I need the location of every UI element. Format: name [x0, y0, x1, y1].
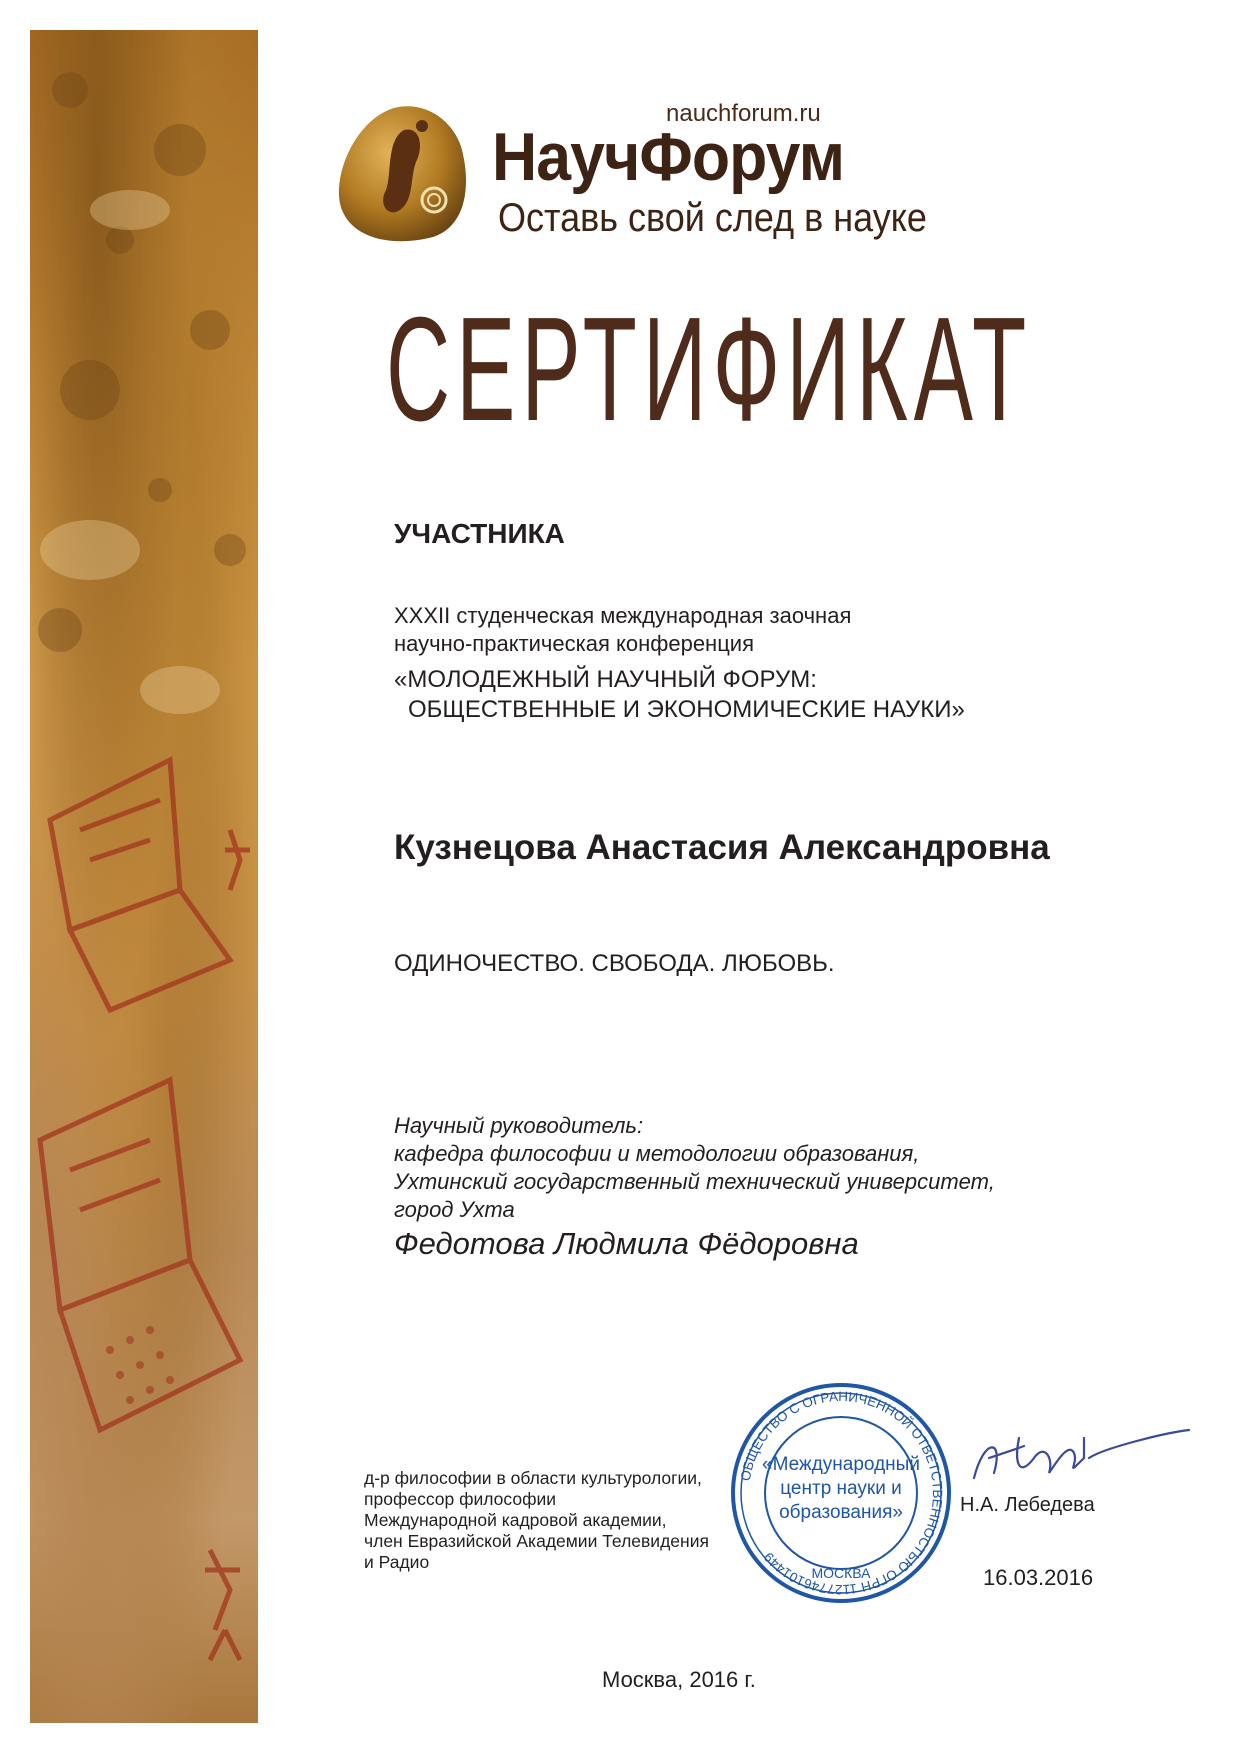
organization-stamp	[726, 1378, 956, 1608]
report-topic: ОДИНОЧЕСТВО. СВОБОДА. ЛЮБОВЬ.	[394, 950, 835, 977]
conference-name-line-1: «МОЛОДЕЖНЫЙ НАУЧНЫЙ ФОРУМ:	[394, 666, 817, 693]
issue-date: 16.03.2016	[983, 1565, 1094, 1590]
logo-url: nauchforum.ru	[666, 100, 821, 127]
supervisor-line-3: город Ухта	[394, 1197, 515, 1222]
certificate-subtitle: УЧАСТНИКА	[394, 518, 565, 549]
stamp-bottom-text: МОСКВА	[811, 1565, 871, 1581]
laptop-drawing-1	[50, 760, 180, 930]
conference-line-1: XXXII студенческая международная заочная	[394, 603, 852, 628]
participant-name: Кузнецова Анастасия Александровна	[394, 828, 1050, 867]
signer-title-line-3: Международной кадровой академии,	[364, 1510, 667, 1530]
logo-name: НаучФорум	[492, 119, 845, 195]
conference-name-line-2: ОБЩЕСТВЕННЫЕ И ЭКОНОМИЧЕСКИЕ НАУКИ»	[408, 696, 965, 723]
handwritten-signature	[964, 1418, 1194, 1498]
rock-art-drawings	[30, 30, 258, 1723]
stamp-ring-text: ОБЩЕСТВО С ОГРАНИЧЕННОЙ ОТВЕТСТВЕННОСТЬЮ ОГРН 1127746101449	[737, 1388, 946, 1598]
certificate-title: СЕРТИФИКАТ	[386, 287, 1033, 452]
conference-name	[394, 665, 965, 725]
stamp-center-line-2: центр науки и	[780, 1478, 902, 1499]
supervisor-line-2: Ухтинский государственный технический университет,	[394, 1169, 995, 1194]
supervisor-name: Федотова Людмила Фёдоровна	[394, 1226, 859, 1261]
logo-tagline: Оставь свой след в науке	[498, 196, 927, 240]
signer-title-line-1: д-р философии в области культурологии,	[364, 1468, 702, 1488]
signer-title	[364, 1468, 709, 1573]
stamp-center-line-1: «Международный	[762, 1454, 920, 1475]
rock-art-banner	[30, 30, 258, 1723]
conference-line-2: научно-практическая конференция	[394, 631, 755, 656]
signer-title-line-2: профессор философии	[364, 1489, 557, 1509]
supervisor-line-1: кафедра философии и методологии образования,	[394, 1141, 920, 1166]
stamp-center-line-3: образования»	[779, 1502, 903, 1523]
signer-title-line-4: член Евразийской Академии Телевидения	[364, 1531, 709, 1551]
supervisor-block	[394, 1112, 995, 1224]
supervisor-label: Научный руководитель:	[394, 1113, 644, 1138]
conference-description	[394, 602, 851, 658]
footprint-logo-icon	[334, 100, 474, 245]
signer-title-line-5: и Радио	[364, 1552, 430, 1572]
signer-name: Н.А. Лебедева	[960, 1494, 1095, 1516]
place-and-year: Москва, 2016 г.	[602, 1667, 756, 1692]
